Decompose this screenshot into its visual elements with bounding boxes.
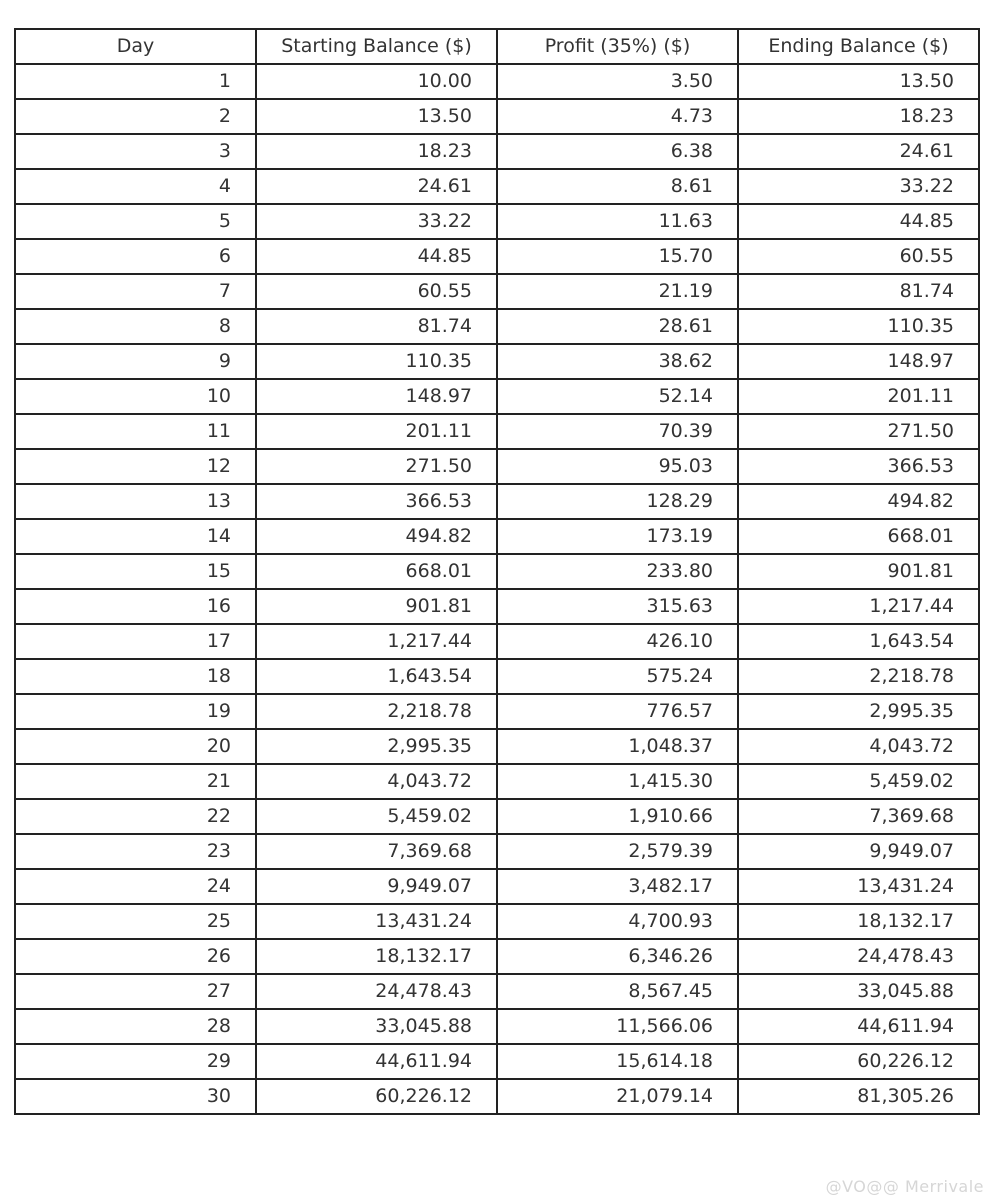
- cell-ending-balance: 201.11: [738, 379, 979, 414]
- cell-day: 28: [15, 1009, 256, 1044]
- cell-starting-balance: 5,459.02: [256, 799, 497, 834]
- table-row: [15, 729, 979, 764]
- table-row: [15, 554, 979, 589]
- cell-profit: 426.10: [497, 624, 738, 659]
- cell-day: 16: [15, 589, 256, 624]
- cell-profit: 11.63: [497, 204, 738, 239]
- table-row: [15, 1044, 979, 1079]
- cell-starting-balance: 4,043.72: [256, 764, 497, 799]
- header-day: Day: [15, 29, 256, 64]
- table-row: [15, 414, 979, 449]
- cell-ending-balance: 668.01: [738, 519, 979, 554]
- cell-ending-balance: 13.50: [738, 64, 979, 99]
- table-row: [15, 274, 979, 309]
- cell-starting-balance: 668.01: [256, 554, 497, 589]
- table-row: [15, 239, 979, 274]
- cell-starting-balance: 18.23: [256, 134, 497, 169]
- table-row: [15, 344, 979, 379]
- cell-ending-balance: 2,218.78: [738, 659, 979, 694]
- table-row: [15, 694, 979, 729]
- cell-starting-balance: 366.53: [256, 484, 497, 519]
- cell-profit: 95.03: [497, 449, 738, 484]
- table-row: [15, 309, 979, 344]
- cell-profit: 6.38: [497, 134, 738, 169]
- cell-day: 24: [15, 869, 256, 904]
- table-row: [15, 449, 979, 484]
- cell-profit: 15.70: [497, 239, 738, 274]
- cell-profit: 1,415.30: [497, 764, 738, 799]
- cell-ending-balance: 1,217.44: [738, 589, 979, 624]
- cell-day: 30: [15, 1079, 256, 1114]
- cell-starting-balance: 9,949.07: [256, 869, 497, 904]
- cell-ending-balance: 271.50: [738, 414, 979, 449]
- cell-day: 3: [15, 134, 256, 169]
- cell-day: 23: [15, 834, 256, 869]
- watermark: @VO@@ Merrivale: [825, 1177, 984, 1196]
- cell-profit: 8,567.45: [497, 974, 738, 1009]
- cell-ending-balance: 24.61: [738, 134, 979, 169]
- cell-ending-balance: 33,045.88: [738, 974, 979, 1009]
- table-row: [15, 134, 979, 169]
- cell-profit: 1,048.37: [497, 729, 738, 764]
- cell-ending-balance: 1,643.54: [738, 624, 979, 659]
- cell-day: 8: [15, 309, 256, 344]
- table-row: [15, 869, 979, 904]
- cell-day: 12: [15, 449, 256, 484]
- cell-ending-balance: 7,369.68: [738, 799, 979, 834]
- cell-ending-balance: 494.82: [738, 484, 979, 519]
- cell-profit: 575.24: [497, 659, 738, 694]
- cell-day: 4: [15, 169, 256, 204]
- cell-profit: 28.61: [497, 309, 738, 344]
- cell-starting-balance: 494.82: [256, 519, 497, 554]
- cell-ending-balance: 60,226.12: [738, 1044, 979, 1079]
- cell-starting-balance: 148.97: [256, 379, 497, 414]
- cell-starting-balance: 10.00: [256, 64, 497, 99]
- cell-profit: 315.63: [497, 589, 738, 624]
- table-row: [15, 974, 979, 1009]
- cell-ending-balance: 13,431.24: [738, 869, 979, 904]
- cell-day: 20: [15, 729, 256, 764]
- cell-starting-balance: 110.35: [256, 344, 497, 379]
- cell-day: 15: [15, 554, 256, 589]
- balance-table-container: [14, 28, 979, 1115]
- cell-ending-balance: 5,459.02: [738, 764, 979, 799]
- cell-profit: 21.19: [497, 274, 738, 309]
- cell-day: 17: [15, 624, 256, 659]
- table-row: [15, 204, 979, 239]
- cell-ending-balance: 33.22: [738, 169, 979, 204]
- cell-profit: 1,910.66: [497, 799, 738, 834]
- cell-day: 11: [15, 414, 256, 449]
- cell-profit: 11,566.06: [497, 1009, 738, 1044]
- cell-ending-balance: 2,995.35: [738, 694, 979, 729]
- cell-ending-balance: 148.97: [738, 344, 979, 379]
- cell-day: 18: [15, 659, 256, 694]
- cell-starting-balance: 1,643.54: [256, 659, 497, 694]
- cell-starting-balance: 24,478.43: [256, 974, 497, 1009]
- cell-starting-balance: 44,611.94: [256, 1044, 497, 1079]
- cell-starting-balance: 13.50: [256, 99, 497, 134]
- cell-starting-balance: 13,431.24: [256, 904, 497, 939]
- cell-profit: 776.57: [497, 694, 738, 729]
- cell-day: 2: [15, 99, 256, 134]
- cell-ending-balance: 60.55: [738, 239, 979, 274]
- table-header: [15, 29, 979, 64]
- cell-day: 29: [15, 1044, 256, 1079]
- table-row: [15, 99, 979, 134]
- cell-ending-balance: 18.23: [738, 99, 979, 134]
- cell-day: 14: [15, 519, 256, 554]
- cell-profit: 70.39: [497, 414, 738, 449]
- header-ending-balance: Ending Balance ($): [738, 29, 979, 64]
- cell-starting-balance: 2,218.78: [256, 694, 497, 729]
- cell-ending-balance: 110.35: [738, 309, 979, 344]
- cell-ending-balance: 81.74: [738, 274, 979, 309]
- cell-profit: 233.80: [497, 554, 738, 589]
- cell-day: 21: [15, 764, 256, 799]
- cell-starting-balance: 44.85: [256, 239, 497, 274]
- cell-ending-balance: 4,043.72: [738, 729, 979, 764]
- cell-starting-balance: 2,995.35: [256, 729, 497, 764]
- table-row: [15, 799, 979, 834]
- cell-day: 1: [15, 64, 256, 99]
- cell-day: 22: [15, 799, 256, 834]
- cell-starting-balance: 60,226.12: [256, 1079, 497, 1114]
- cell-ending-balance: 9,949.07: [738, 834, 979, 869]
- cell-profit: 4.73: [497, 99, 738, 134]
- table-body: [15, 64, 979, 1114]
- cell-day: 6: [15, 239, 256, 274]
- cell-profit: 52.14: [497, 379, 738, 414]
- cell-starting-balance: 271.50: [256, 449, 497, 484]
- table-row: [15, 1079, 979, 1114]
- table-row: [15, 624, 979, 659]
- cell-ending-balance: 44,611.94: [738, 1009, 979, 1044]
- cell-profit: 3,482.17: [497, 869, 738, 904]
- cell-day: 25: [15, 904, 256, 939]
- cell-starting-balance: 1,217.44: [256, 624, 497, 659]
- cell-day: 19: [15, 694, 256, 729]
- cell-ending-balance: 18,132.17: [738, 904, 979, 939]
- cell-ending-balance: 44.85: [738, 204, 979, 239]
- cell-day: 9: [15, 344, 256, 379]
- cell-day: 10: [15, 379, 256, 414]
- table-row: [15, 834, 979, 869]
- table-row: [15, 589, 979, 624]
- cell-ending-balance: 81,305.26: [738, 1079, 979, 1114]
- cell-starting-balance: 60.55: [256, 274, 497, 309]
- cell-starting-balance: 81.74: [256, 309, 497, 344]
- table-row: [15, 519, 979, 554]
- table-row: [15, 659, 979, 694]
- cell-starting-balance: 7,369.68: [256, 834, 497, 869]
- cell-day: 5: [15, 204, 256, 239]
- table-row: [15, 939, 979, 974]
- header-row: [15, 29, 979, 64]
- header-profit: Profit (35%) ($): [497, 29, 738, 64]
- cell-profit: 8.61: [497, 169, 738, 204]
- table-row: [15, 169, 979, 204]
- cell-day: 13: [15, 484, 256, 519]
- balance-table: [14, 28, 980, 1115]
- cell-starting-balance: 18,132.17: [256, 939, 497, 974]
- cell-starting-balance: 33.22: [256, 204, 497, 239]
- cell-profit: 173.19: [497, 519, 738, 554]
- cell-profit: 38.62: [497, 344, 738, 379]
- cell-ending-balance: 901.81: [738, 554, 979, 589]
- cell-profit: 15,614.18: [497, 1044, 738, 1079]
- cell-profit: 4,700.93: [497, 904, 738, 939]
- cell-day: 7: [15, 274, 256, 309]
- cell-day: 26: [15, 939, 256, 974]
- cell-starting-balance: 901.81: [256, 589, 497, 624]
- cell-starting-balance: 33,045.88: [256, 1009, 497, 1044]
- cell-profit: 128.29: [497, 484, 738, 519]
- table-row: [15, 904, 979, 939]
- cell-profit: 21,079.14: [497, 1079, 738, 1114]
- cell-day: 27: [15, 974, 256, 1009]
- table-row: [15, 764, 979, 799]
- table-row: [15, 64, 979, 99]
- cell-ending-balance: 24,478.43: [738, 939, 979, 974]
- header-starting-balance: Starting Balance ($): [256, 29, 497, 64]
- cell-profit: 2,579.39: [497, 834, 738, 869]
- cell-profit: 6,346.26: [497, 939, 738, 974]
- cell-starting-balance: 201.11: [256, 414, 497, 449]
- cell-ending-balance: 366.53: [738, 449, 979, 484]
- cell-profit: 3.50: [497, 64, 738, 99]
- table-row: [15, 1009, 979, 1044]
- table-row: [15, 379, 979, 414]
- cell-starting-balance: 24.61: [256, 169, 497, 204]
- table-row: [15, 484, 979, 519]
